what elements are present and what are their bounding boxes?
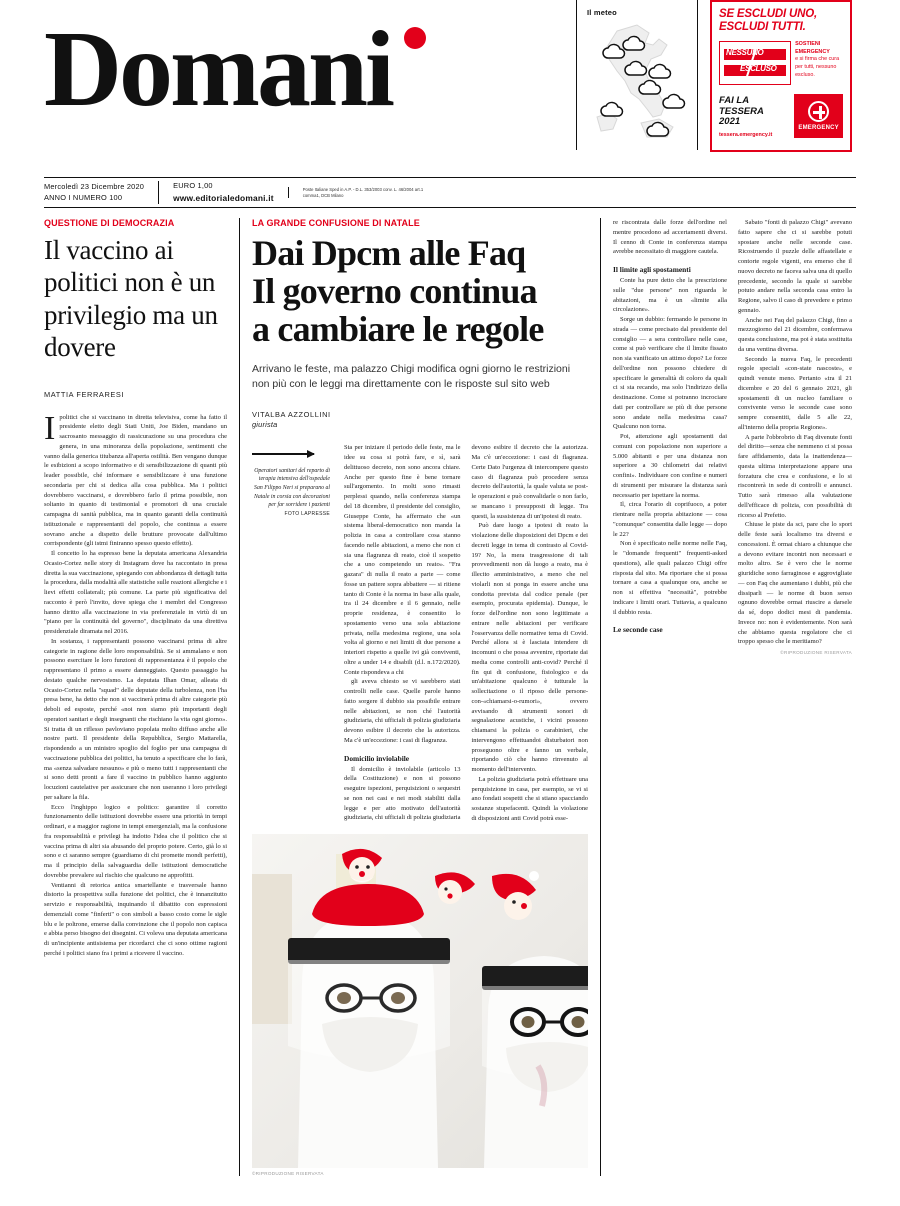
center-copyright: ©RIPRODUZIONE RISERVATA — [252, 1170, 324, 1176]
center-article — [240, 218, 600, 1176]
center-caption-and-text — [252, 443, 588, 823]
left-headline[interactable]: Il vaccino ai politici non è un privilegio ma un dovere — [44, 235, 218, 363]
weather-icon-sun-cloud-3 — [649, 64, 671, 78]
logo-dot-accent — [404, 27, 426, 49]
ad-cta-line1: FAI LA TESSERA — [719, 95, 764, 117]
paragraph: Sorge un dubbio: fermando le persone in strada — come precisato dal presidente del consiglio — a sera controllare nelle case, come si può verificare che il limite fissato non sia vanificato un attimo dopo? Le forze dell'ordine non possono chiedere di specificare le generalità di coloro da quali ci si sta recando, ma solo l'indirizzo della destinazione. Come si potranno incrociare dati per controllare se più di due persone sono andate nella medesima casa? Qualcuno non torna. — [613, 316, 727, 431]
center-byline — [252, 410, 588, 429]
weather-label: Il meteo — [587, 8, 617, 17]
paragraph: A parte l'obbrobrio di Faq divenute fonti del diritto—senza che nemmeno ci si possa fare affidamento, data la inattendenza—questa ultima interpretazione appare una forzatura che crea e confusione, e lo si riscontrerà in sede di controlli e annunci. Tutto sarà rimesso alla valutazione dell'efficace di polizia, con possibilità di ricorso al Prefetto. — [738, 433, 852, 519]
center-author-role: giurista — [252, 420, 278, 430]
center-subhead-domicilio: Domicilio inviolabile — [344, 753, 410, 763]
paragraph: Chiuse le piste da sci, pare che lo sport delle feste sarà localismo tra diversi e concessioni. È ormai chiaro a chiunque che a devono evitare incontri non necessari e molto altro. Se è vero che le norme giuridiche sono farraginose e aggrovigliate — con Faq che aumentano i dubbi, più che dissiparli — le norme di buon senso ognuno dovrebbe ormai riuscire a darsele da sé, dopo dodici mesi di pandemia. Invece no: non è evidentemente. Non sarà che abbiamo questa regolatore che ci troppo spesso che le meritiamo? — [738, 521, 852, 646]
ad-url[interactable]: tessera.emergency.it — [719, 131, 773, 138]
paragraph: Sabato "fonti di palazzo Chigi" avevano fatto sapere che ci si sarebbe potuti spostare anche nelle seconde case. Ricostruendo il puzzle delle affastellate e contorte regole vigenti, era emerso che il nuovo decreto ne faceva salva una di quello precedente, secondo la quale si sarebbe potuto andare nella seconda casa entro la Regione, salvo il caso di prevedere e primo gennaio. — [738, 219, 852, 314]
ad-headline-line2: ESCLUDI TUTTI. — [719, 20, 806, 33]
publication-date: Mercoledì 23 Dicembre 2020 — [44, 181, 145, 191]
website-url[interactable]: www.editorialedomani.it — [173, 192, 274, 203]
center-author: VITALBA AZZOLLINI — [252, 410, 331, 420]
date-bar — [44, 178, 856, 208]
ad-copy-text: e si firma che cura per tutti, nessuno escluso. — [795, 56, 840, 79]
center-headline[interactable] — [252, 234, 588, 348]
right-copyright: ©RIPRODUZIONE RISERVATA — [780, 650, 852, 655]
price-block — [158, 181, 288, 204]
weather-icon-sun-cloud-5 — [601, 102, 623, 116]
ad-badge-word2: ESCLUSO — [740, 63, 777, 73]
masthead-logo-block — [44, 0, 564, 129]
main-photo[interactable] — [252, 834, 588, 1168]
paragraph: Ecco l'inghippo logico e politico: garantire il corretto funzionamento delle istituzioni dovrebbe essere una priorità in tempi ordinari, e a maggior ragione in tempi emergenziali, ma la confusione fra responsabilità e privilegi ha indotto l'idea che il politico che si vaccina prima di altri sia abusando del proprio potere. Certo, già lo si sono e ci saranno sempre (guardiamo di chi promette mondi perfetti), ma il principio della salvaguardia delle istituzioni democratiche dovrebbe prevalere sul rischio che qualcuno ne approfitti. — [44, 803, 227, 879]
issue-number: ANNO I NUMERO 100 — [44, 192, 123, 202]
left-byline: MATTIA FERRARESI — [44, 389, 125, 399]
right-subhead-seconde-case: Le seconde case — [613, 625, 663, 635]
price: EURO 1,00 — [173, 181, 213, 191]
italy-weather-map — [587, 19, 689, 143]
left-body — [44, 409, 228, 959]
right-article — [600, 218, 852, 1176]
paragraph: In sostanza, i rappresentanti possono vaccinarsi prima di altre categorie in ragione delle loro responsabilità. Se si ammalano e non possono esercitare le loro funzioni di rappresentanza è il popolo che rappresentano il primo a essere danneggiato. Questo passaggio ha destato qualche nervosismo. La deputata Ilhan Omar, alleata di Ocasio-Cortez nella "squad" delle deputate della turbolenza, non l'ha presa bene, ha detto che non si vaccinerà prima di altre categorie più deboli ed esposte, perché «noi non siamo più importanti degli operatori sanitari e degli insegnanti che rischiano la vita ogni giorno». Si tratta di un riflesso pavloviano popolata molto diffuso anche alle nostre parti. Il presidente della Repubblica, Sergio Mattarella, rispondendo a un ministro spoglio del foglio per una campagna di vaccinazione pubblica dei politici, ha tenuto a specificare che lo farà, ma «senza salvadare nessuno» e più o meno tutti i rappresentanti che si sono detti pronti a fare il vaccino in pubblico hanno aggiunto locuzioni cautelative per assicurare che non useranno i loro privilegi per saltare la fila. — [44, 637, 227, 801]
left-article — [44, 218, 240, 1176]
center-body — [344, 443, 588, 823]
ad-badge — [719, 41, 791, 85]
ad-brand-name: EMERGENCY — [798, 124, 839, 131]
emergency-logo — [794, 94, 843, 138]
paragraph: gli aveva chiesto se vi sarebbero stati controlli nelle case. Quelle parole hanno fatto sorgere il dubbio sia possibile entrare nelle abitazioni, se non ché l'autorità giudiziaria, chi ufficiali di polizia giudiziaria devono esibire il decreto che la autorizza. Ma c'è un'eccezione: i casi di flagranza. — [344, 678, 461, 744]
headline-line-2: Il governo continua — [252, 271, 537, 312]
paragraph: Anche nei Faq del palazzo Chigi, fino a mezzogiorno del 21 dicembre, confermava questa conclusione, ma poi è stata sostituita da una ventina diversa. — [738, 316, 852, 353]
ad-copy-block — [795, 41, 843, 85]
right-body — [613, 218, 852, 647]
ad-copy-bold: SOSTIENI EMERGENCY — [795, 40, 830, 55]
right-subhead-spostamenti: Il limite agli spostamenti — [613, 265, 691, 274]
paragraph: re riscontrata dalle forze dell'ordine nel mentre procedono ad accertamenti diversi. Il cenno di Conte in conferenza stampa avrebbe necessitato di maggiore cautela. — [613, 219, 727, 256]
masthead — [44, 0, 856, 175]
paragraph: Il, circa l'orario di coprifuoco, a poter rientrare nella propria abitazione — cosa "comunque" consentita dalle legge — dopo le 22? — [613, 501, 727, 538]
paragraph: Sta per iniziare il periodo delle feste, ma le idee su cosa si potrà fare, e sì, sarà delittuoso decreto, non sono ancora chiare. Anche per questo fine è bene tornare sull'argomento. In molti sono rimasti perplessi quando, nella conferenza stampa del 18 dicembre, il presidente del consiglio, Giuseppe Conte, ha affermato che «un sistema liberal-democratico non manda la polizia in casa a controllare cosa stanno facendo nelle abitazioni, a meno che non ci sia una flagranza di reato, cioè il sospetto che a uno competendo un reato». "Fra gazara" di nulla il reato a parte — come fosse un pattere sopra abbattere — si ritiene tanto di Conte è la norma in base alla quale, tra il 24 dicembre e il 6 gennaio, nelle proprie residenza, è consentito lo spostamento verso una sola abitazione privata, nella medesima regione, una sola volta al giorno e nei limiti di due persone a interiori rispetto a quelle ivi già conviventi, oltre a under 14 e disabili (d.l. n.172/2020). Conte rispondeva a chi — [344, 444, 461, 676]
ad-cta-line2: 2021 — [719, 116, 741, 128]
postal-legal-notice: Poste Italiane Sped in A.P. - D.L. 353/2003 conv. L. 46/2004 art.1 comma1, DCB Milano — [288, 187, 438, 199]
center-kicker: LA GRANDE CONFUSIONE DI NATALE — [252, 218, 420, 228]
jump-arrow-icon — [252, 453, 314, 454]
ad-badge-word1: NESSUNO — [726, 47, 764, 57]
paragraph: Il concetto lo ha espresso bene la deputata americana Alexandria Ocasio-Cortez nelle story di Instagram dove ha raccontato in presa diretta la sua vaccinazione, spiegando con abbondanza di dettagli tutta la procedura, dalla modalità alle statistiche sulle reazioni allergiche e i lievi effetti collaterali; più comune. La parte più significativa del racconto è però l'invito, dove spiega che i membri del Congresso hanno diritto alla vaccinazione in via preferenziale in virtù di un "piano per la continuità del governo", disciplinato da una direttiva presidenziale diramata nel 2016. — [44, 550, 228, 636]
paragraph: Poi, attenzione agli spostamenti dai comuni con popolazione non superiore a 5.000 abitanti e per una distanza non superiore a 30 chilometri dai relativi confini». Individuare con confine e numeri di strumenti per misurare la distanza sarà necessario per ispettare la norma. — [613, 433, 727, 499]
caption-column — [252, 443, 334, 823]
paragraph: Ipolitici che si vaccinano in diretta televisiva, come ha fatto il presidente eletto degli Stati Uniti, Joe Biden, mandano un sacrosanto messaggio di rassicurazione su una procedura che genera, in una minoranza della popolazione, sentimenti che vanno dalla generica titubanza all'aperta ostilità. Ben vengano dunque le esibizioni a scopo informativo e di sensibilizzazione di quanti più leader possibile, ché informare e sensibilizzare è una funzione secondaria per chi si dedica alla cosa pubblica. Ma i politici dovrebbero vaccinarsi, e dovrebbero farlo il prima possibile, non soltanto in quanto di testimonial e promotori di una cruciale campagna di sanità pubblica, ma in quanto garanti della continuità istituzionale e rappresentanti del popolo, che continua a essere sovrano anche a dispetto delle brutture provocate dall'ultimo corrispondente (gli istmi finiranno spesso questo effetto). — [44, 409, 227, 548]
ad-headline-line1: SE ESCLUDI UNO, — [719, 8, 817, 20]
paragraph: Ventianni di retorica antica smartellante e trasversale hanno distorto la prospettiva sulla funzione dei politici, che è innanzitutto servizio e responsabilità, inquinando il dibattito con espressioni demenziali come "finferti" o con simboli a basso costo come le sigle blu e le poltrone, emerse dalla convinzione che il popolo non capisca e abbia perso bisogno dei disegnini. Ci voleva una deputata americana di un'incipiente antisistema per ricordarci che ci sono ottime ragioni perché i politici siano fra i primi a ricevere il vaccino. — [44, 881, 227, 957]
paragraph: Conte ha pure detto che la prescrizione sulle "due persone" non riguarda le abitazioni, ma è un «limite alla circolazione». — [613, 277, 727, 314]
headline-line-3: a cambiare le regole — [252, 309, 544, 350]
emergency-cross-icon — [808, 101, 829, 122]
paragraph: Secondo la nuova Faq, le precedenti regole speciali «con-state nascoste», e quindi venute meno. Pertanto «tra il 21 dicembre e 20 del 6 gennaio 2021, gli spostamenti di un nucleo familiare o convivente verso le seconde case sono sempre consentiti, dalle 5 alle 22, all'interno della propria Regione». — [738, 355, 852, 431]
weather-widget[interactable] — [576, 0, 698, 150]
healthcare-worker-2 — [482, 956, 588, 1168]
main-content — [44, 218, 856, 1176]
paragraph: Può dare luogo a ipotesi di reato la violazione delle disposizioni dei Dpcm e dei decreti legge in tema di contrasto al Covid-19? No, la mera trasgressione di tali provvedimenti non dà luogo a reato, ma è illecito amministrativo, a meno che nel violarli non si ponga in essere anche una condotta prevista dal codice penale (per esempio, procurata epidemia). Dunque, le forze dell'ordine non sono legittimate a entrare nelle abitazioni per verificare l'osservanza delle normative tema di Covid. Perché allora si è lasciata intendere di incomuni o che possa avvenire, riportate dai media come controlli anti-covid? Perché il fin qui di confusione, fisiologico e da un'abitazione qualcuno è tutturale la sollecitazione o il riposo delle persone-con-«chiamarsi-o-rumori», ovvero avvisando di strumenti sonori di segnalazione acustiche, i vicini possono chiamarsi la polizia o carabinieri, che intervengono effettuandoi disturbatori non proseguono oltre e fanno un verbale, riportando ciò che hanno rinvenuto al momento dell'intervento. — [471, 522, 588, 774]
emergency-advertisement[interactable] — [710, 0, 852, 152]
center-subtitle: Arrivano le feste, ma palazzo Chigi modifica ogni giorno le restrizioni non più con le leggi ma direttamente con le risposte sul sito web — [252, 363, 571, 391]
weather-icon-sun-cloud-4 — [663, 94, 685, 108]
newspaper-logo: Domani — [44, 10, 393, 129]
photo-credit: FOTO LAPRESSE — [284, 511, 330, 518]
headline-line-1: Dai Dpcm alle Faq — [252, 233, 526, 273]
left-kicker: QUESTIONE DI DEMOCRAZIA — [44, 218, 175, 228]
paragraph: Non è specificato nelle norme nelle Faq, le "domande frequenti" frequenti-asked questions), alle quali palazzo Chigi offre risposta dal sito. Ma riportare che si possa tornare a casa a qualunque ora, anche se non si effettiva "necessità", potrebbe indicare i limiti orari. Tuttavia, a qualcuno il dubbio resta. — [613, 540, 727, 616]
paragraph: La polizia giudiziaria potrà effettuare una perquisizione in casa, per esempio, se vi si ano fondati sospetti che si stiano spacciando sostanze stupefacenti. Quindi la violazione di disposizioni anti Covid potrà esse- — [471, 775, 588, 822]
date-block — [44, 182, 158, 203]
paragraph: Il domicilio è inviolabile (articolo 13 della Costituzione) e non si possono eseguire ispezioni, perquisizioni o sequestri se non nei casi e nei modi stabiliti dalla legge e per atto motivato dell'autorità giudiziaria, chi ufficiali di polizia giudiziaria devono esibire il decreto che la autorizza. Ma c'è un'eccezione: i casi di flagranza. Certe Dato l'urgenza di intercompere questo caso di flagranza può procedere senza decreto dell'autorità, la quale valuta se post-le operazioni e può convalidarle o non farlo, se mancano i presupposti di legge. Tra questi, la sussistenza di un'ipotesi di reato. — [344, 444, 588, 822]
photo-caption-text: Operatori sanitari del reparto di terapia intensiva dell'ospedale San Filippo Neri si preparano al Natale in corsia con decorazioni per far sorridere i pazienti — [254, 467, 330, 509]
photo-caption — [252, 467, 330, 519]
